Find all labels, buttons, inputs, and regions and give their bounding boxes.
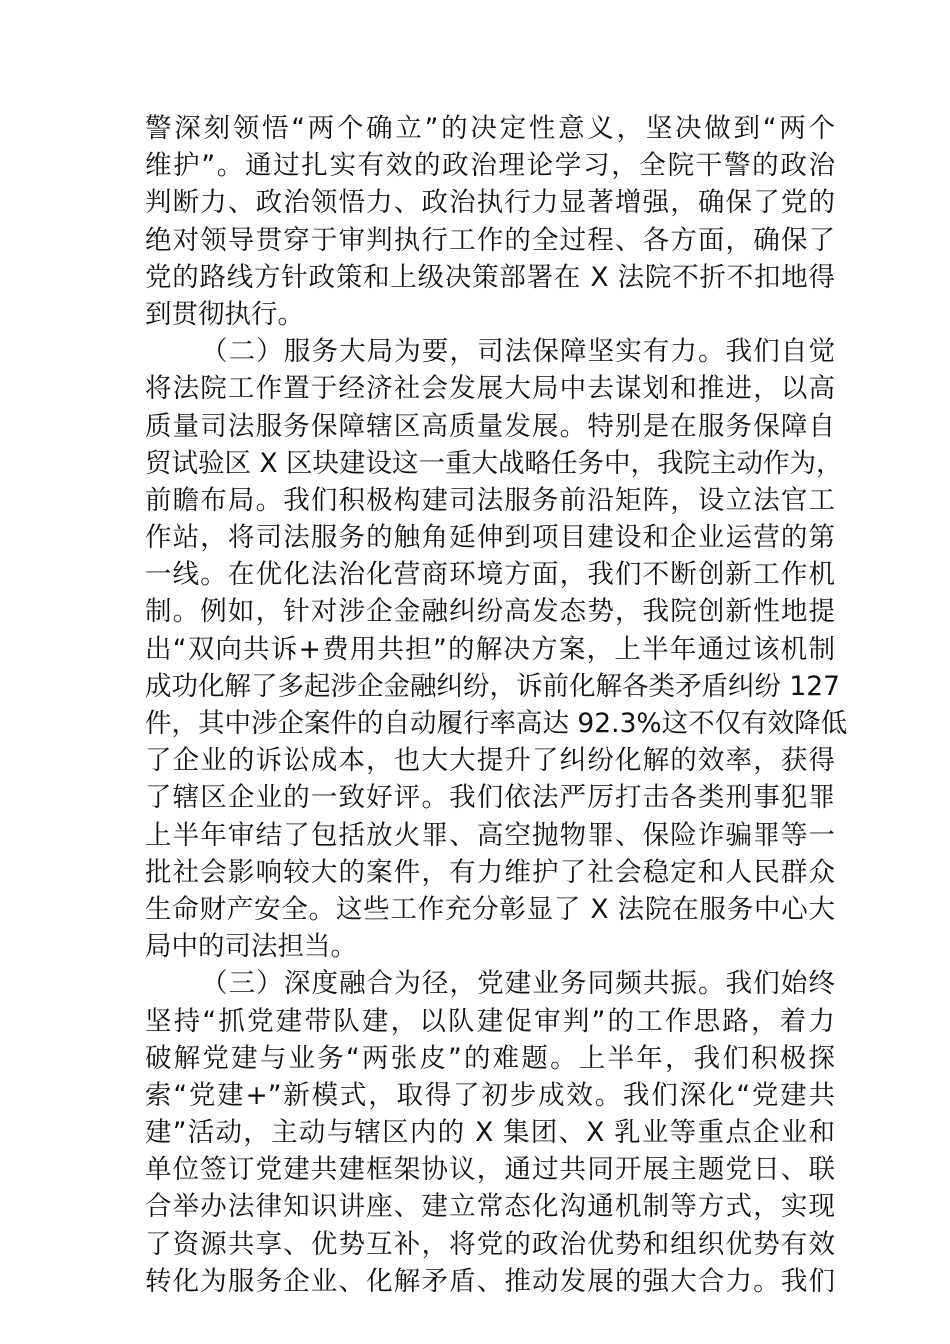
text-line: 合举办法律知识讲座、建立常态化沟通机制等方式，实现 (145, 1191, 835, 1223)
text-line: 建”活动，主动与辖区内的 X 集团、X 乳业等重点企业和 (145, 1117, 835, 1149)
text-line: 索“党建+”新模式，取得了初步成效。我们深化“党建共 (145, 1079, 835, 1111)
text-line: 质量司法服务保障辖区高质量发展。特别是在服务保障自 (145, 410, 835, 442)
text-line: 成功化解了多起涉企金融纠纷，诉前化解各类矛盾纠纷 127 (145, 670, 841, 702)
text-line: 上半年审结了包括放火罪、高空抛物罪、保险诈骗罪等一 (145, 819, 835, 851)
paragraph-heading-line: （三）深度融合为径，党建业务同频共振。我们始终 (201, 968, 835, 1000)
text-line: 警深刻领悟“两个确立”的决定性意义，坚决做到“两个 (145, 113, 835, 144)
text-line: 了辖区企业的一致好评。我们依法严厉打击各类刑事犯罪 (145, 782, 835, 814)
text-line: 前瞻布局。我们积极构建司法服务前沿矩阵，设立法官工 (145, 484, 835, 516)
text-line: 单位签订党建共建框架协议，通过共同开展主题党日、联 (145, 1154, 835, 1186)
text-line: 了企业的诉讼成本，也大大提升了纠纷化解的效率，获得 (145, 745, 835, 777)
text-line: 生命财产安全。这些工作充分彰显了 X 法院在服务中心大 (145, 893, 835, 925)
text-line: 制。例如，针对涉企金融纠纷高发态势，我院创新性地提 (145, 596, 835, 628)
text-line: 将法院工作置于经济社会发展大局中去谋划和推进，以高 (145, 373, 835, 405)
text-line: 局中的司法担当。 (145, 931, 357, 963)
text-line: 出“双向共诉+费用共担”的解决方案，上半年通过该机制 (145, 633, 835, 665)
text-line: 了资源共享、优势互补，将党的政治优势和组织优势有效 (145, 1228, 835, 1260)
text-line: 破解党建与业务“两张皮”的难题。上半年，我们积极探 (145, 1042, 835, 1074)
text-line: 到贯彻执行。 (145, 298, 304, 330)
paragraph-heading-line: （二）服务大局为要，司法保障坚实有力。我们自觉 (201, 336, 835, 368)
text-line: 坚持“抓党建带队建，以队建促审判”的工作思路，着力 (145, 1005, 835, 1037)
text-line: 一线。在优化法治化营商环境方面，我们不断创新工作机 (145, 559, 835, 591)
text-line: 维护”。通过扎实有效的政治理论学习，全院干警的政治 (145, 150, 835, 182)
text-line: 党的路线方针政策和上级决策部署在 X 法院不折不扣地得 (145, 261, 835, 293)
text-line: 转化为服务企业、化解矛盾、推动发展的强大合力。我们 (145, 1265, 835, 1297)
text-line: 贸试验区 X 区块建设这一重大战略任务中，我院主动作为， (145, 447, 843, 479)
text-line: 件，其中涉企案件的自动履行率高达 92.3%这不仅有效降低 (145, 708, 848, 739)
document-page (145, 110, 848, 1300)
text-line: 判断力、政治领悟力、政治执行力显著增强，确保了党的 (145, 187, 835, 219)
text-line: 作站，将司法服务的触角延伸到项目建设和企业运营的第 (145, 522, 835, 554)
text-line: 批社会影响较大的案件，有力维护了社会稳定和人民群众 (145, 856, 835, 888)
text-line: 绝对领导贯穿于审判执行工作的全过程、各方面，确保了 (145, 224, 835, 256)
